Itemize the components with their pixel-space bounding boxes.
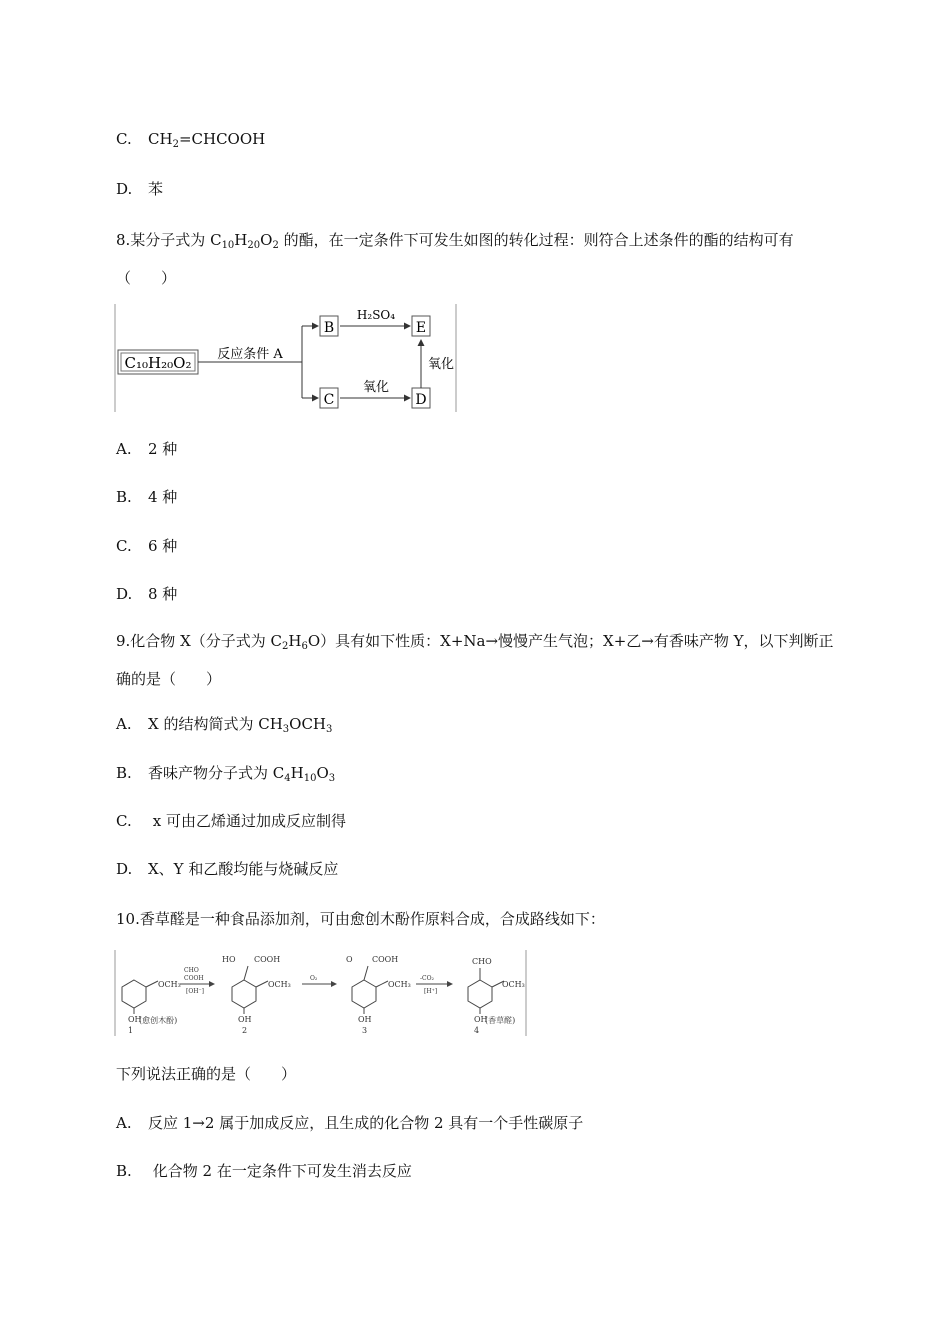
svg-text:COOH: COOH — [372, 955, 399, 964]
svg-text:OCH₃: OCH₃ — [388, 980, 411, 989]
svg-text:E: E — [415, 320, 427, 336]
q10-synthesis-scheme — [114, 950, 529, 1036]
svg-text:4: 4 — [474, 1026, 480, 1035]
q10-substem: 下列说法正确的是（ ） — [116, 1065, 297, 1083]
svg-text:2: 2 — [242, 1026, 248, 1035]
svg-text:COOH: COOH — [184, 975, 204, 982]
svg-text:OCH₃: OCH₃ — [502, 980, 525, 989]
svg-text:OH: OH — [128, 1015, 142, 1024]
svg-text:D: D — [415, 392, 427, 408]
svg-text:OCH₃: OCH₃ — [268, 980, 291, 989]
svg-text:1: 1 — [128, 1026, 134, 1035]
svg-text:COOH: COOH — [254, 955, 281, 964]
svg-text:O: O — [346, 955, 353, 964]
q7-option-d: D. 苯 — [116, 180, 164, 198]
q10-stem: 10.香草醛是一种食品添加剂，可由愈创木酚作原料合成，合成路线如下： — [116, 910, 605, 928]
q8-option-d: D. 8 种 — [116, 585, 178, 603]
svg-text:[OH⁻]: [OH⁻] — [186, 988, 204, 995]
q8-option-c: C. 6 种 — [116, 537, 178, 555]
ring-3 — [352, 980, 376, 1008]
q8-option-a: A. 2 种 — [116, 440, 178, 458]
svg-text:B: B — [323, 320, 335, 336]
svg-text:OH: OH — [474, 1015, 488, 1024]
svg-text:O₂: O₂ — [310, 975, 318, 982]
h2so4-label: H₂SO₄ — [356, 308, 396, 322]
option-letter: D. — [116, 180, 133, 198]
q9-stem: 9.化合物 X（分子式为 $C_2H_6O$）具有如下性质：X+Na→慢慢产生气泡；X+乙→有香味产物 Y，以下判断正确的是（ ） — [116, 632, 834, 688]
ring-1 — [122, 980, 146, 1008]
svg-text:-CO₂: -CO₂ — [420, 975, 434, 982]
q9-option-d: D. X、Y 和乙酸均能与烧碱反应 — [116, 860, 339, 878]
svg-text:3: 3 — [362, 1026, 368, 1035]
svg-text:OH: OH — [238, 1015, 252, 1024]
svg-text:[H⁺]: [H⁺] — [424, 988, 438, 995]
svg-text:C: C — [323, 392, 335, 408]
start-formula: C₁₀H₂₀O₂ — [124, 354, 192, 372]
oxidation-label-1: 氧化 — [362, 380, 390, 395]
oxidation-label-2: 氧化 — [427, 357, 455, 372]
svg-text:(香草醛): (香草醛) — [485, 1016, 516, 1025]
svg-text:CHO: CHO — [472, 957, 492, 966]
q8-conversion-diagram — [114, 304, 459, 412]
condition-label: 反应条件 A — [217, 347, 283, 362]
option-letter: C. — [116, 130, 132, 148]
q8-stem: 8.某分子式为 $C_{10}H_{20}O_2$ 的酯，在一定条件下可发生如图的转化过程：则符合上述条件的酯的结构可有（ ） — [116, 231, 794, 287]
ring-4 — [468, 980, 492, 1008]
q9-option-c: C. x 可由乙烯通过加成反应制得 — [116, 812, 346, 830]
svg-text:CHO: CHO — [184, 967, 199, 974]
q10-option-a: A. 反应 1→2 属于加成反应，且生成的化合物 2 具有一个手性碳原子 — [116, 1114, 584, 1132]
svg-text:(愈创木酚): (愈创木酚) — [139, 1016, 178, 1025]
q7-option-c: C. $CH_2=CHCOOH$ — [116, 130, 266, 150]
svg-text:OH: OH — [358, 1015, 372, 1024]
svg-text:OCH₃: OCH₃ — [158, 980, 181, 989]
ring-2 — [232, 980, 256, 1008]
q9-option-b: B. 香味产物分子式为 $C_4H_{10}O_3$ — [116, 764, 336, 784]
q10-option-b: B. 化合物 2 在一定条件下可发生消去反应 — [116, 1162, 412, 1180]
q9-option-a: A. X 的结构简式为 $CH_3OCH_3$ — [116, 715, 333, 735]
q8-option-b: B. 4 种 — [116, 488, 178, 506]
svg-text:HO: HO — [222, 955, 236, 964]
